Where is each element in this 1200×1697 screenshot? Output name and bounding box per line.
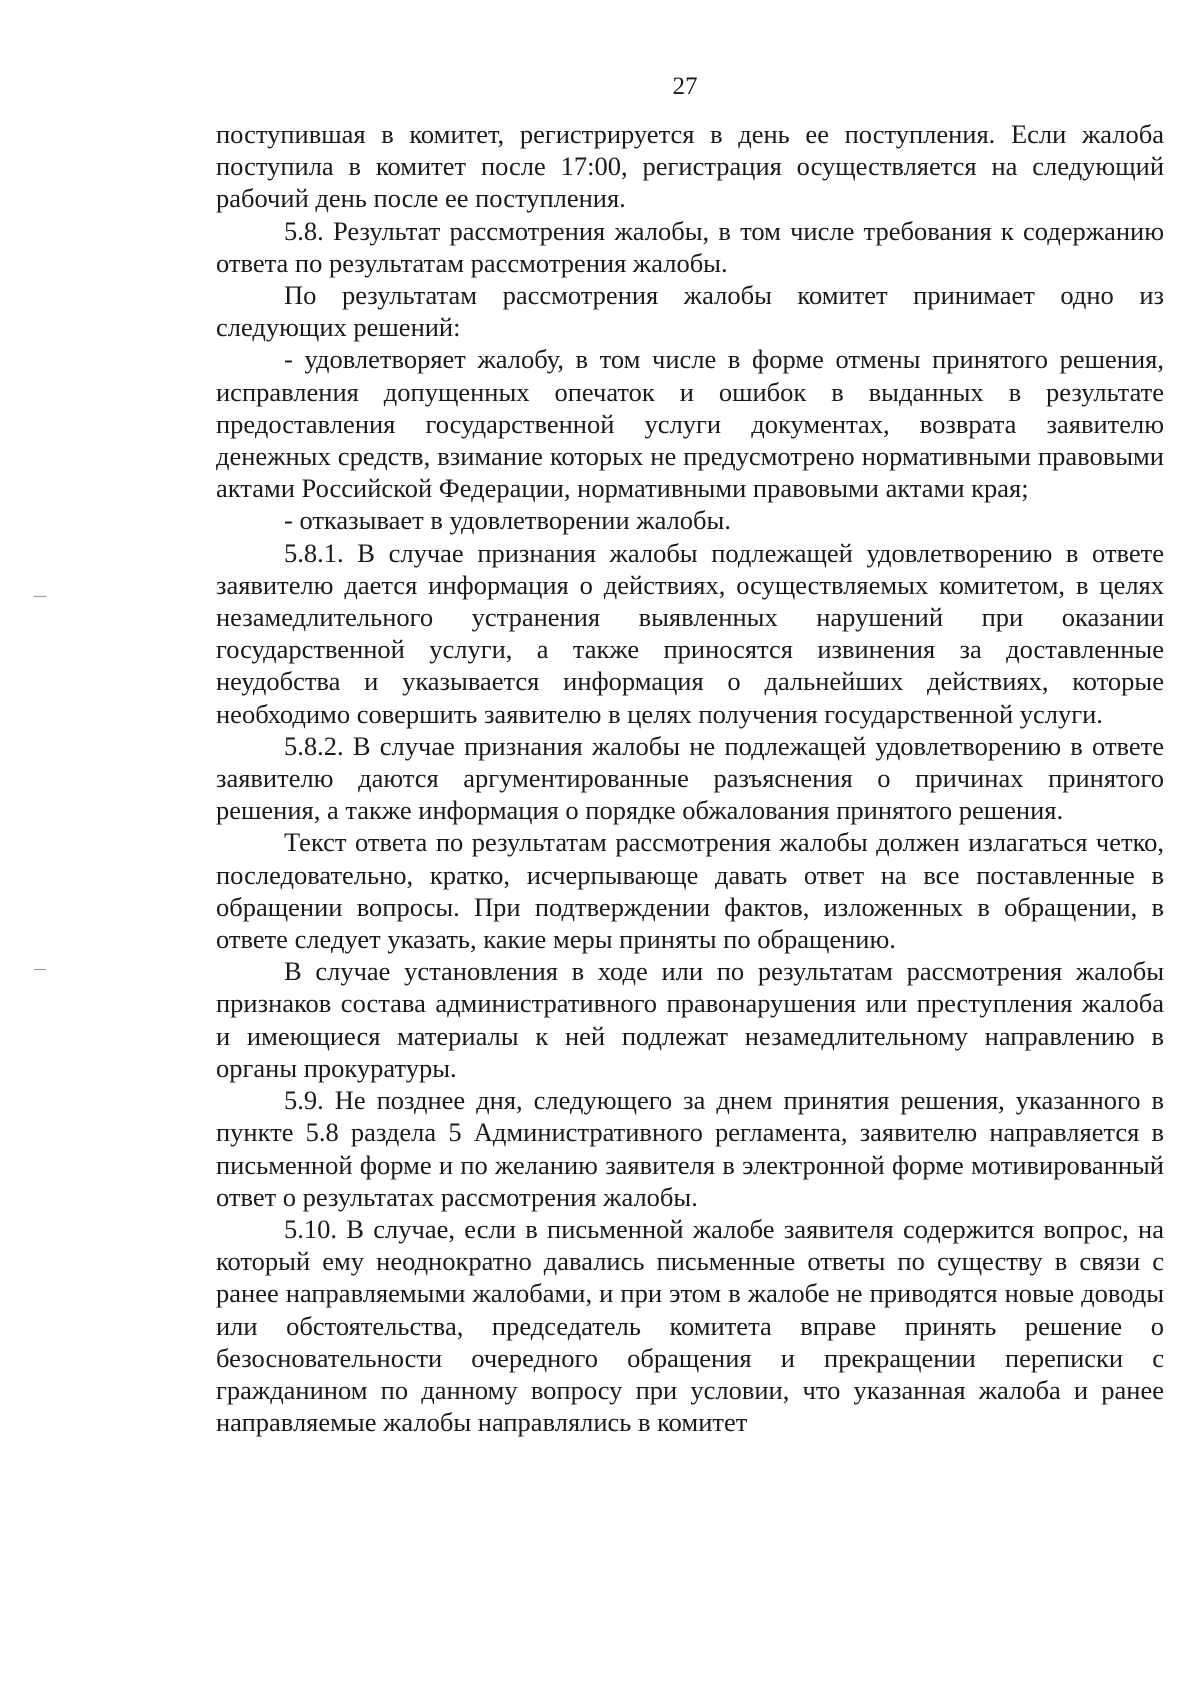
margin-scan-mark — [34, 596, 46, 597]
list-item-refuses-complaint: - отказывает в удовлетворении жалобы. — [284, 505, 731, 536]
margin-scan-mark — [34, 969, 46, 970]
document-body — [216, 118, 1164, 1438]
paragraph-section-5-8: 5.8. Результат рассмотрения жалобы, в том числе требования к содержанию ответа по результатам рассмотрения жалобы. — [216, 215, 1164, 278]
paragraph-answer-text: Текст ответа по результатам рассмотрения жалобы должен излагаться четко, последовательно, кратко, исчерпывающе давать ответ на все поставленные в обращении вопросы. При подтверждении фактов, изложенных в обращении, в ответе следует указать, какие меры приняты по обращению. — [216, 827, 1164, 955]
paragraph-section-5-10: 5.10. В случае, если в письменной жалобе заявителя содержится вопрос, на который ему неоднократно давались письменные ответы по существу в связи с ранее направляемыми жалобами, и при этом в жалобе не приводятся новые доводы или обстоятельства, председатель комитета вправе принять решение о безосновательности очередного обращения и прекращении переписки с гражданином по данному вопросу при условии, что указанная жалоба и ранее направляемые жалобы направлялись в комитет — [216, 1213, 1164, 1438]
paragraph-violations: В случае установления в ходе или по результатам рассмотрения жалобы признаков состава административного правонарушения или преступления жалоба и имеющиеся материалы к ней подлежат незамедлительному направлению в органы прокуратуры. — [216, 956, 1164, 1083]
paragraph-decisions-intro: По результатам рассмотрения жалобы комитет принимает одно из следующих решений: — [216, 280, 1164, 343]
paragraph-section-5-9: 5.9. Не позднее дня, следующего за днем принятия решения, указанного в пункте 5.8 раздела 5 Административного регламента, заявителю направляется в письменной форме и по желанию заявителя в электронной форме мотивированный ответ о результатах рассмотрения жалобы. — [216, 1085, 1164, 1212]
list-item-satisfies-complaint: - удовлетворяет жалобу, в том числе в форме отмены принятого решения, исправления допущенных опечаток и ошибок в выданных в результате предоставления государственной услуги документах, возврата заявителю денежных средств, взимание которых не предусмотрено нормативными правовыми актами Российской Федерации, нормативными правовыми актами края; — [216, 344, 1164, 504]
paragraph-continuation: поступившая в комитет, регистрируется в день ее поступления. Если жалоба поступила в комитет после 17:00, регистрация осуществляется на следующий рабочий день после ее поступления. — [216, 119, 1164, 214]
paragraph-section-5-8-2: 5.8.2. В случае признания жалобы не подлежащей удовлетворению в ответе заявителю даются аргументированные разъяснения о причинах принятого решения, а также информация о порядке обжалования принятого решения. — [216, 730, 1164, 826]
paragraph-section-5-8-1: 5.8.1. В случае признания жалобы подлежащей удовлетворению в ответе заявителю дается информация о действиях, осуществляемых комитетом, в целях незамедлительного устранения выявленных нарушений при оказании государственной услуги, а также приносятся извинения за доставленные неудобства и указывается информация о дальнейших действиях, которые необходимо совершить заявителю в целях получения государственной услуги. — [216, 537, 1164, 729]
page-number: 27 — [672, 73, 698, 100]
